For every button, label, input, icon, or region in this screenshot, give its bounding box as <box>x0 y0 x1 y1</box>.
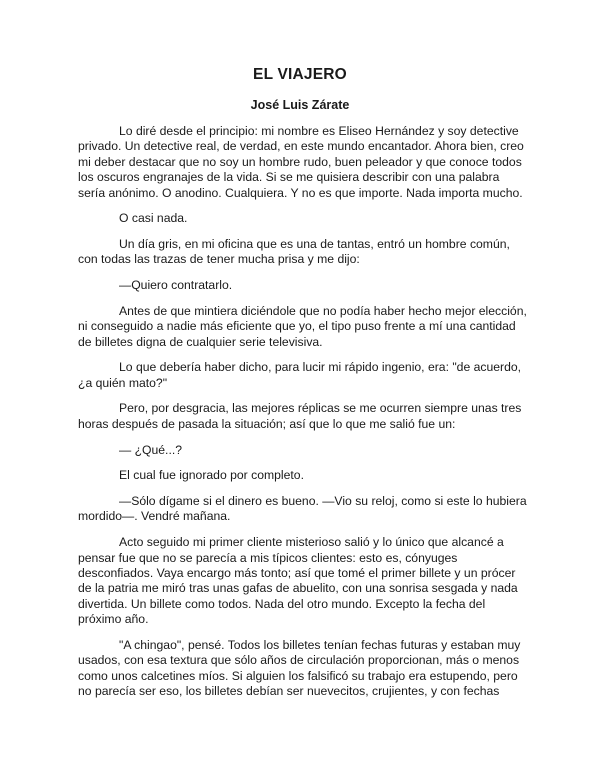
story-title: EL VIAJERO <box>253 66 347 83</box>
paragraph: — ¿Qué...? <box>119 442 182 457</box>
paragraph: —Sólo dígame si el dinero es bueno. —Vio su reloj, como si este lo hubiera mordido—. Vendré mañana. <box>78 493 527 524</box>
paragraph: Antes de que mintiera diciéndole que no podía haber hecho mejor elección, ni conseguido a nadie más eficiente que yo, el tipo puso frente a mí una cantidad de billetes digna de cualquier serie televisiva. <box>78 303 527 349</box>
paragraph: O casi nada. <box>119 211 188 226</box>
paragraph: Acto seguido mi primer cliente misterioso salió y lo único que alcancé a pensar fue que no se parecía a mis típicos clientes: esto es, cónyuges desconfiados. Vaya encargo más tonto; así que tomé el primer billete y un prócer de la patria me miró tras unas gafas de abuelito, con una sonrisa sesgada y nada divertida. Un billete como todos. Nada del otro mundo. Excepto la fecha del próximo año. <box>78 535 518 627</box>
story-author: José Luis Zárate <box>250 98 350 112</box>
paragraph: Lo diré desde el principio: mi nombre es Eliseo Hernández y soy detective privado. Un detective real, de verdad, en este mundo encantador. Ahora bien, creo mi deber destacar que no soy un hombre rudo, buen peleador y que conoce todos los oscuros engranajes de la vida. Si se me quisiera describir con una palabra sería anónimo. O anodino. Cualquiera. Y no es que importe. Nada importa mucho. <box>78 124 524 200</box>
paragraph: Un día gris, en mi oficina que es una de tantas, entró un hombre común, con todas las trazas de tener mucha prisa y me dijo: <box>78 237 510 267</box>
story-body <box>78 124 528 710</box>
paragraph: Lo que debería haber dicho, para lucir mi rápido ingenio, era: "de acuerdo, ¿a quién mato?" <box>78 360 522 390</box>
paragraph: El cual fue ignorado por completo. <box>119 468 304 483</box>
paragraph: —Quiero contratarlo. <box>119 278 233 293</box>
paragraph: Pero, por desgracia, las mejores réplicas se me ocurren siempre unas tres horas después de pasada la situación; así que lo que me salió fue un: <box>78 401 522 431</box>
paragraph: "A chingao", pensé. Todos los billetes tenían fechas futuras y estaban muy usados, con esa textura que sólo años de circulación proporcionan, más o menos como unos calcetines míos. Si alguien los falsificó su trabajo era estupendo, pero no parecía ser eso, los billetes debían ser nuevecitos, crujientes, y con fechas <box>78 637 521 699</box>
